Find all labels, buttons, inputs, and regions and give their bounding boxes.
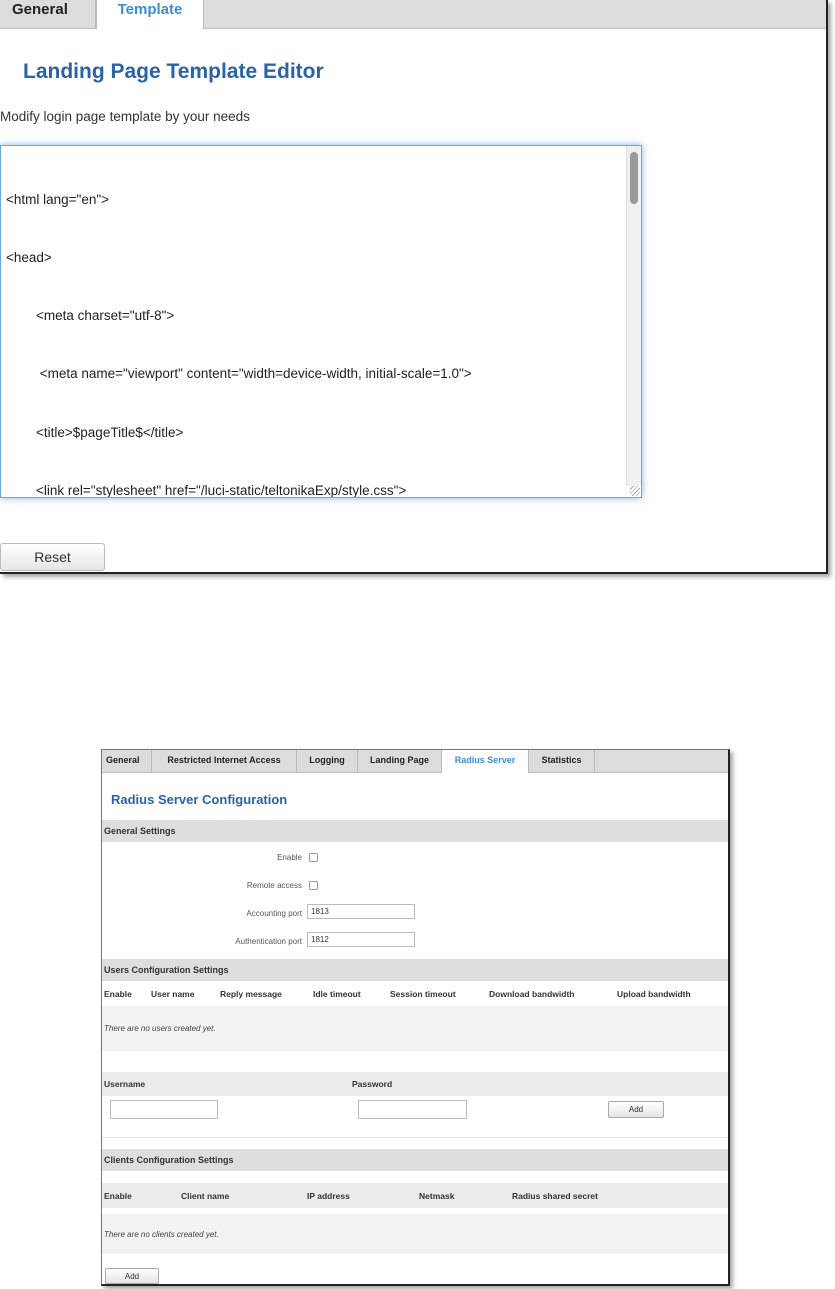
tab-general[interactable]: General — [102, 750, 152, 772]
section-general-settings — [102, 820, 728, 842]
code-line: <meta name="viewport" content="width=device-width, initial-scale=1.0"> — [6, 366, 472, 382]
column-header: User name — [151, 989, 195, 999]
page-title: Landing Page Template Editor — [23, 60, 324, 83]
users-empty-text: There are no users created yet. — [104, 1024, 216, 1033]
username-input[interactable] — [110, 1100, 218, 1119]
accounting-port-label: Accounting port — [246, 909, 302, 918]
enable-label: Enable — [277, 853, 302, 862]
tab-general[interactable]: General — [0, 0, 96, 28]
template-editor-panel — [0, 0, 828, 574]
add-client-button[interactable]: Add — [105, 1268, 159, 1284]
users-empty-row — [102, 1006, 728, 1051]
section-clients-configuration — [102, 1149, 728, 1171]
column-header: Netmask — [419, 1191, 455, 1201]
users-table-header — [102, 982, 728, 1006]
column-header: Download bandwidth — [489, 989, 575, 999]
column-header: Idle timeout — [313, 989, 361, 999]
section-users-configuration — [102, 959, 728, 981]
column-header: Enable — [104, 989, 132, 999]
code-line: <link rel="stylesheet" href="/luci-static/teltonikaExp/style.css"> — [6, 482, 407, 498]
accounting-port-input[interactable]: 1813 — [307, 904, 415, 919]
tab-logging[interactable]: Logging — [297, 750, 358, 772]
divider — [102, 1137, 728, 1138]
password-label: Password — [352, 1079, 393, 1089]
section-heading: General Settings — [104, 826, 176, 836]
code-line: <meta charset="utf-8"> — [6, 308, 175, 324]
resize-grip-icon[interactable] — [630, 486, 640, 496]
column-header: Enable — [104, 1191, 132, 1201]
section-heading: Clients Configuration Settings — [104, 1155, 234, 1165]
add-user-button[interactable]: Add — [608, 1101, 664, 1118]
new-user-header — [102, 1072, 728, 1096]
template-code — [6, 151, 472, 498]
remote-access-checkbox[interactable] — [309, 881, 318, 890]
scrollbar-thumb[interactable] — [630, 152, 638, 204]
remote-access-label: Remote access — [246, 881, 302, 890]
column-header: Radius shared secret — [512, 1191, 598, 1201]
username-label: Username — [104, 1079, 146, 1089]
clients-table-header — [102, 1183, 728, 1208]
column-header: Upload bandwidth — [617, 989, 691, 999]
section-heading: Users Configuration Settings — [104, 965, 229, 975]
tab-bar — [0, 0, 826, 29]
page-title: Radius Server Configuration — [111, 792, 288, 807]
column-header: IP address — [307, 1191, 350, 1201]
tab-restricted-internet-access[interactable]: Restricted Internet Access — [152, 750, 297, 772]
code-line: <title>$pageTitle$</title> — [6, 424, 184, 440]
clients-empty-text: There are no clients created yet. — [104, 1230, 219, 1239]
tab-statistics[interactable]: Statistics — [529, 750, 595, 772]
clients-empty-row — [102, 1214, 728, 1254]
column-header: Session timeout — [390, 989, 456, 999]
tab-template[interactable]: Template — [96, 0, 204, 29]
radius-server-panel — [101, 749, 730, 1286]
page-description: Modify login page template by your needs — [0, 109, 250, 124]
tab-landing-page[interactable]: Landing Page — [358, 750, 442, 772]
editor-scrollbar[interactable] — [626, 146, 641, 486]
authentication-port-label: Authentication port — [235, 937, 302, 946]
column-header: Reply message — [220, 989, 282, 999]
column-header: Client name — [181, 1191, 230, 1201]
code-line: <head> — [6, 250, 52, 266]
password-input[interactable] — [358, 1100, 467, 1119]
tab-bar — [102, 750, 728, 773]
authentication-port-input[interactable]: 1812 — [307, 932, 415, 947]
tab-radius-server[interactable]: Radius Server — [442, 750, 529, 773]
enable-checkbox[interactable] — [309, 853, 318, 862]
code-line: <html lang="en"> — [6, 191, 110, 207]
reset-button[interactable]: Reset — [0, 543, 105, 571]
template-textarea[interactable] — [0, 145, 642, 498]
